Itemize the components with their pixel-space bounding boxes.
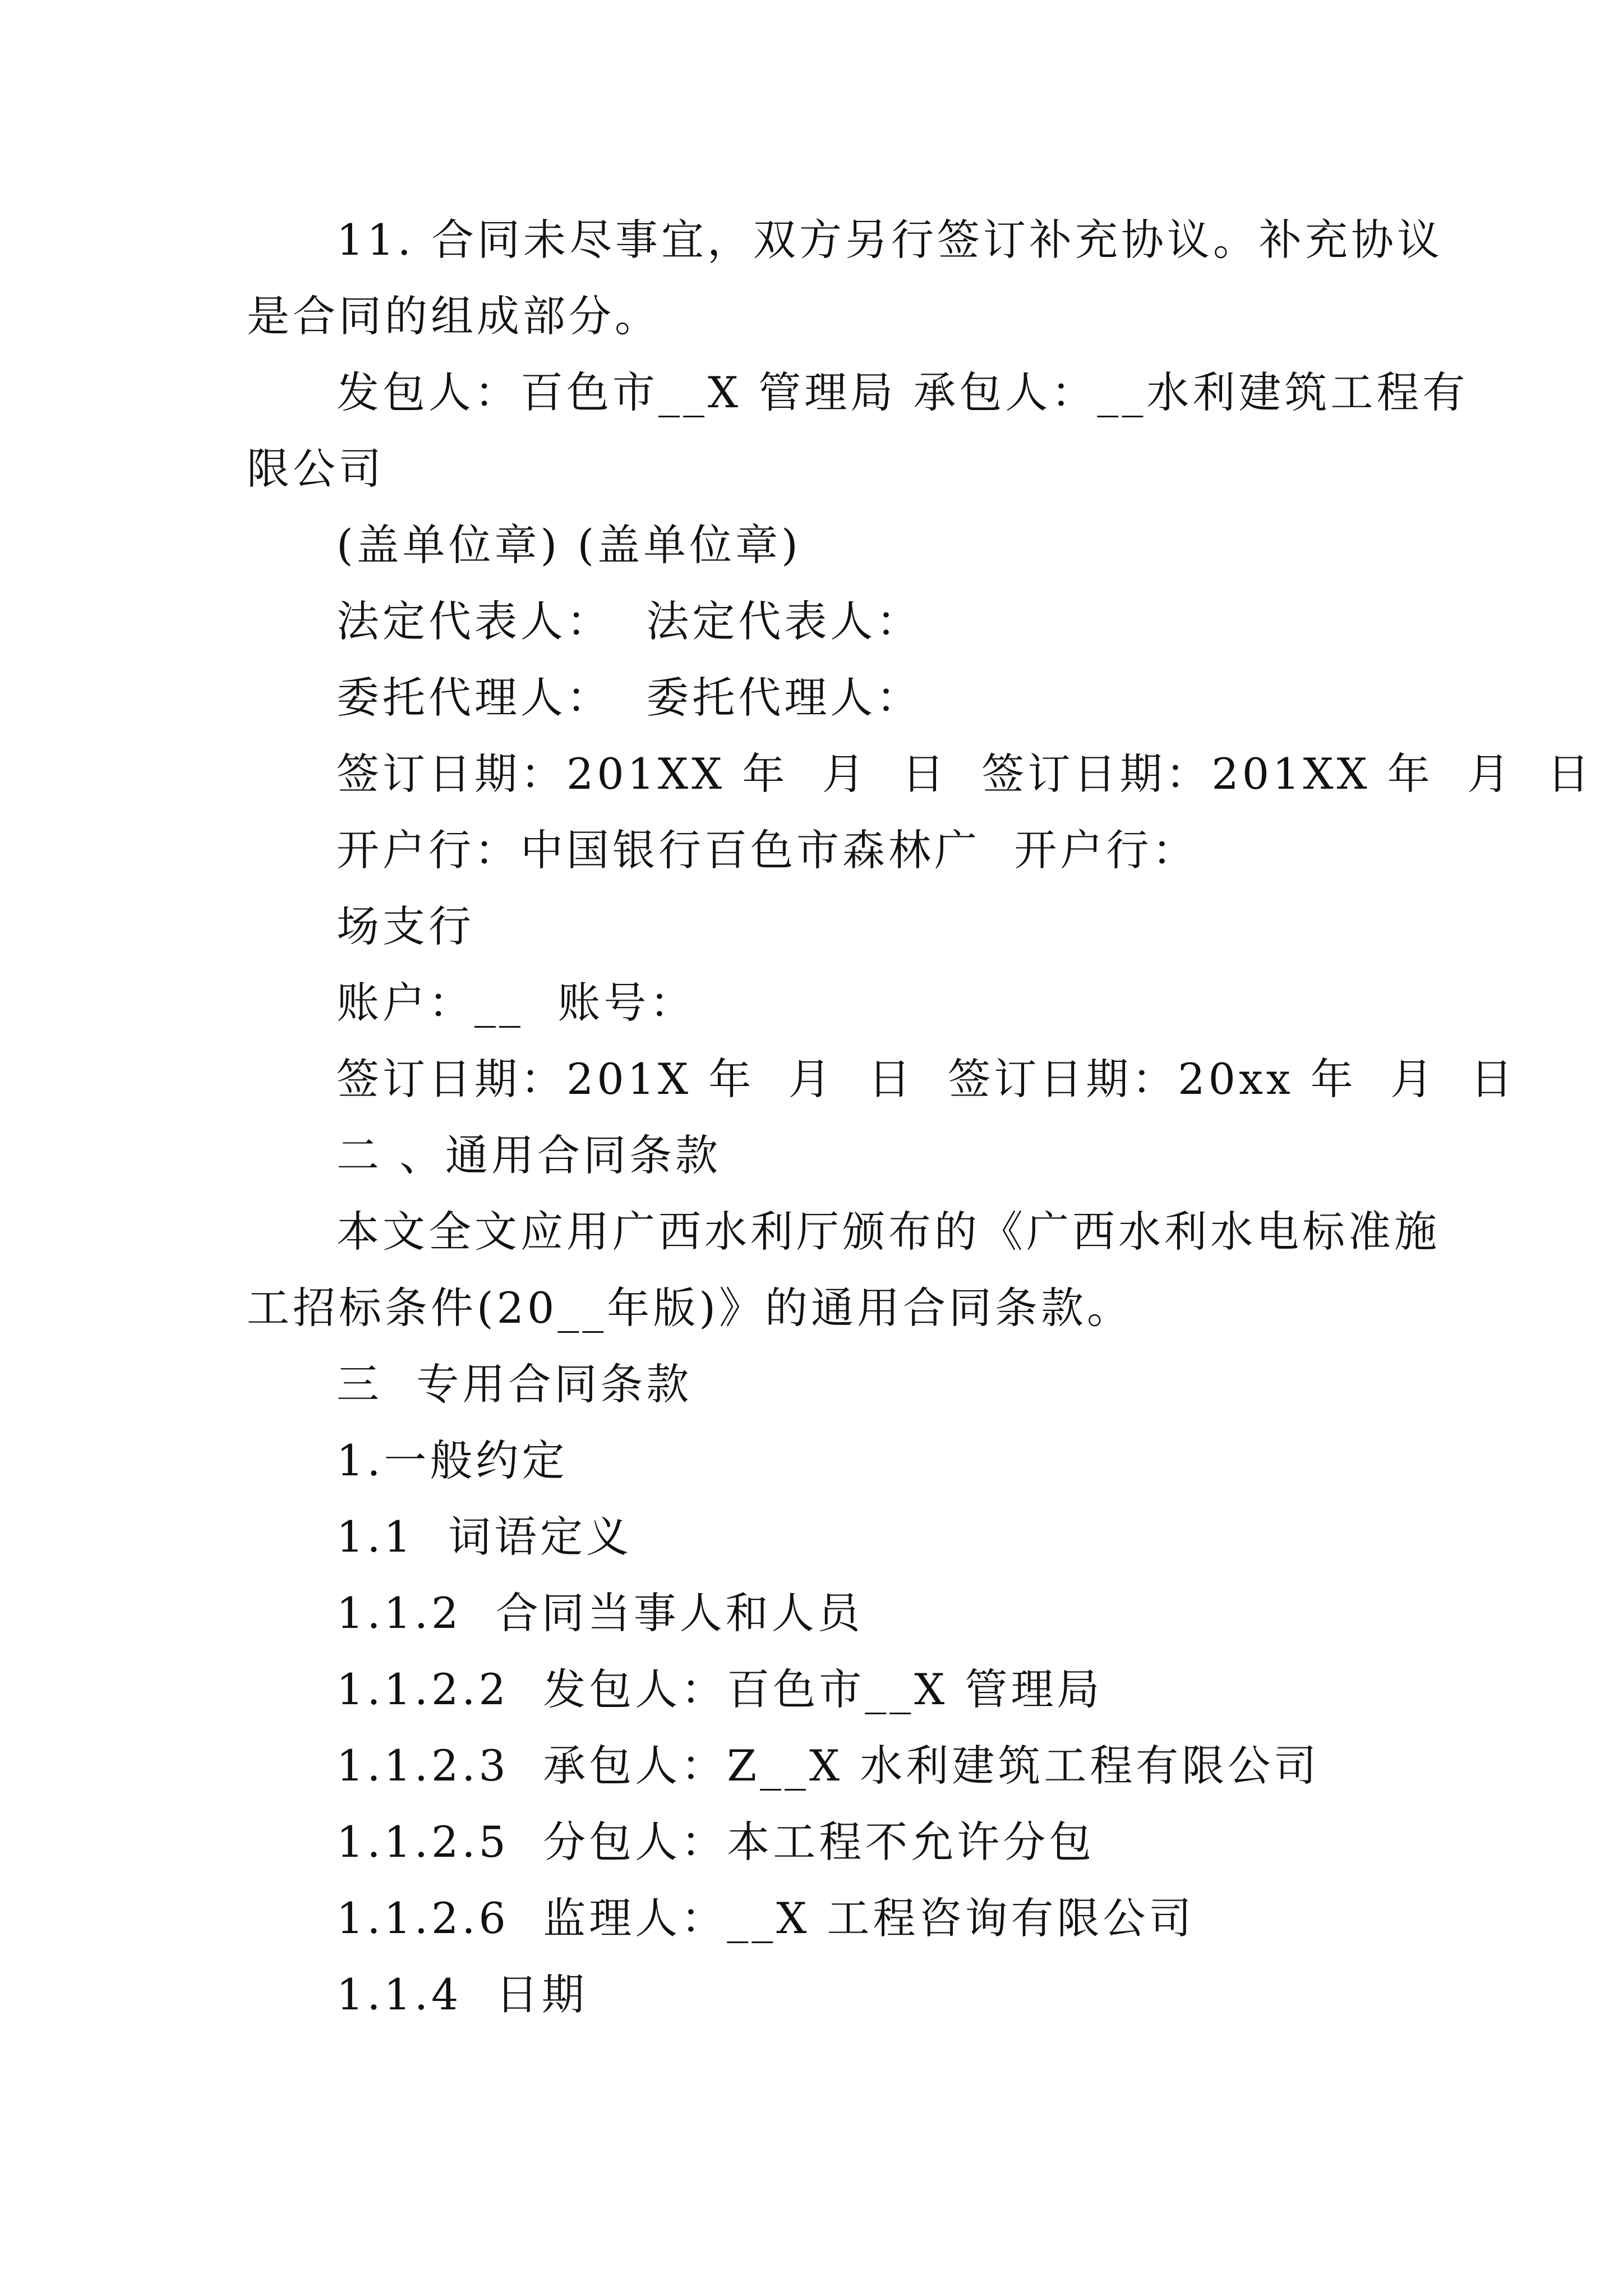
parties-line-1: 发包人：百色市__X 管理局 承包人：__水利建筑工程有 (336, 367, 1469, 417)
bank-line-1: 开户行：中国银行百色市森林广 开户行： (336, 825, 1198, 875)
section-1-1-heading: 1.1 词语定义 (336, 1512, 633, 1562)
section-1-heading: 1.一般约定 (336, 1435, 568, 1485)
general-terms-paragraph-line-2: 工招标条件(20__年版)》的通用合同条款。 (247, 1283, 1133, 1333)
account-line: 账户：__ 账号： (336, 978, 696, 1028)
bank-line-2: 场支行 (336, 901, 474, 951)
signing-date-line-1: 签订日期：201XX 年 月 日 签订日期：201XX 年 月 日 (336, 749, 1593, 799)
authorized-agent-line: 委托代理人： 委托代理人： (336, 673, 923, 723)
section-1-1-2-3: 1.1.2.3 承包人：Z__X 水利建筑工程有限公司 (336, 1741, 1320, 1791)
clause-11-line-1: 11. 合同未尽事宜，双方另行签订补充协议。补充协议 (336, 215, 1444, 265)
general-terms-heading: 二 、通用合同条款 (336, 1130, 722, 1180)
section-1-1-2-5: 1.1.2.5 分包人：本工程不允许分包 (336, 1817, 1095, 1867)
seal-line: (盖单位章) (盖单位章) (336, 520, 801, 570)
legal-representative-line: 法定代表人： 法定代表人： (336, 596, 923, 646)
section-1-1-4-heading: 1.1.4 日期 (336, 1970, 588, 2019)
special-terms-heading: 三 专用合同条款 (336, 1359, 693, 1409)
section-1-1-2-6: 1.1.2.6 监理人：__X 工程咨询有限公司 (336, 1893, 1195, 1943)
signing-date-line-2: 签订日期：201X 年 月 日 签订日期：20xx 年 月 日 (336, 1054, 1516, 1104)
section-1-1-2-heading: 1.1.2 合同当事人和人员 (336, 1588, 864, 1638)
general-terms-paragraph-line-1: 本文全文应用广西水利厅颁布的《广西水利水电标准施 (336, 1207, 1440, 1257)
section-1-1-2-2: 1.1.2.2 发包人：百色市__X 管理局 (336, 1664, 1103, 1714)
parties-line-2: 限公司 (247, 444, 385, 494)
clause-11-line-2: 是合同的组成部分。 (247, 291, 661, 341)
